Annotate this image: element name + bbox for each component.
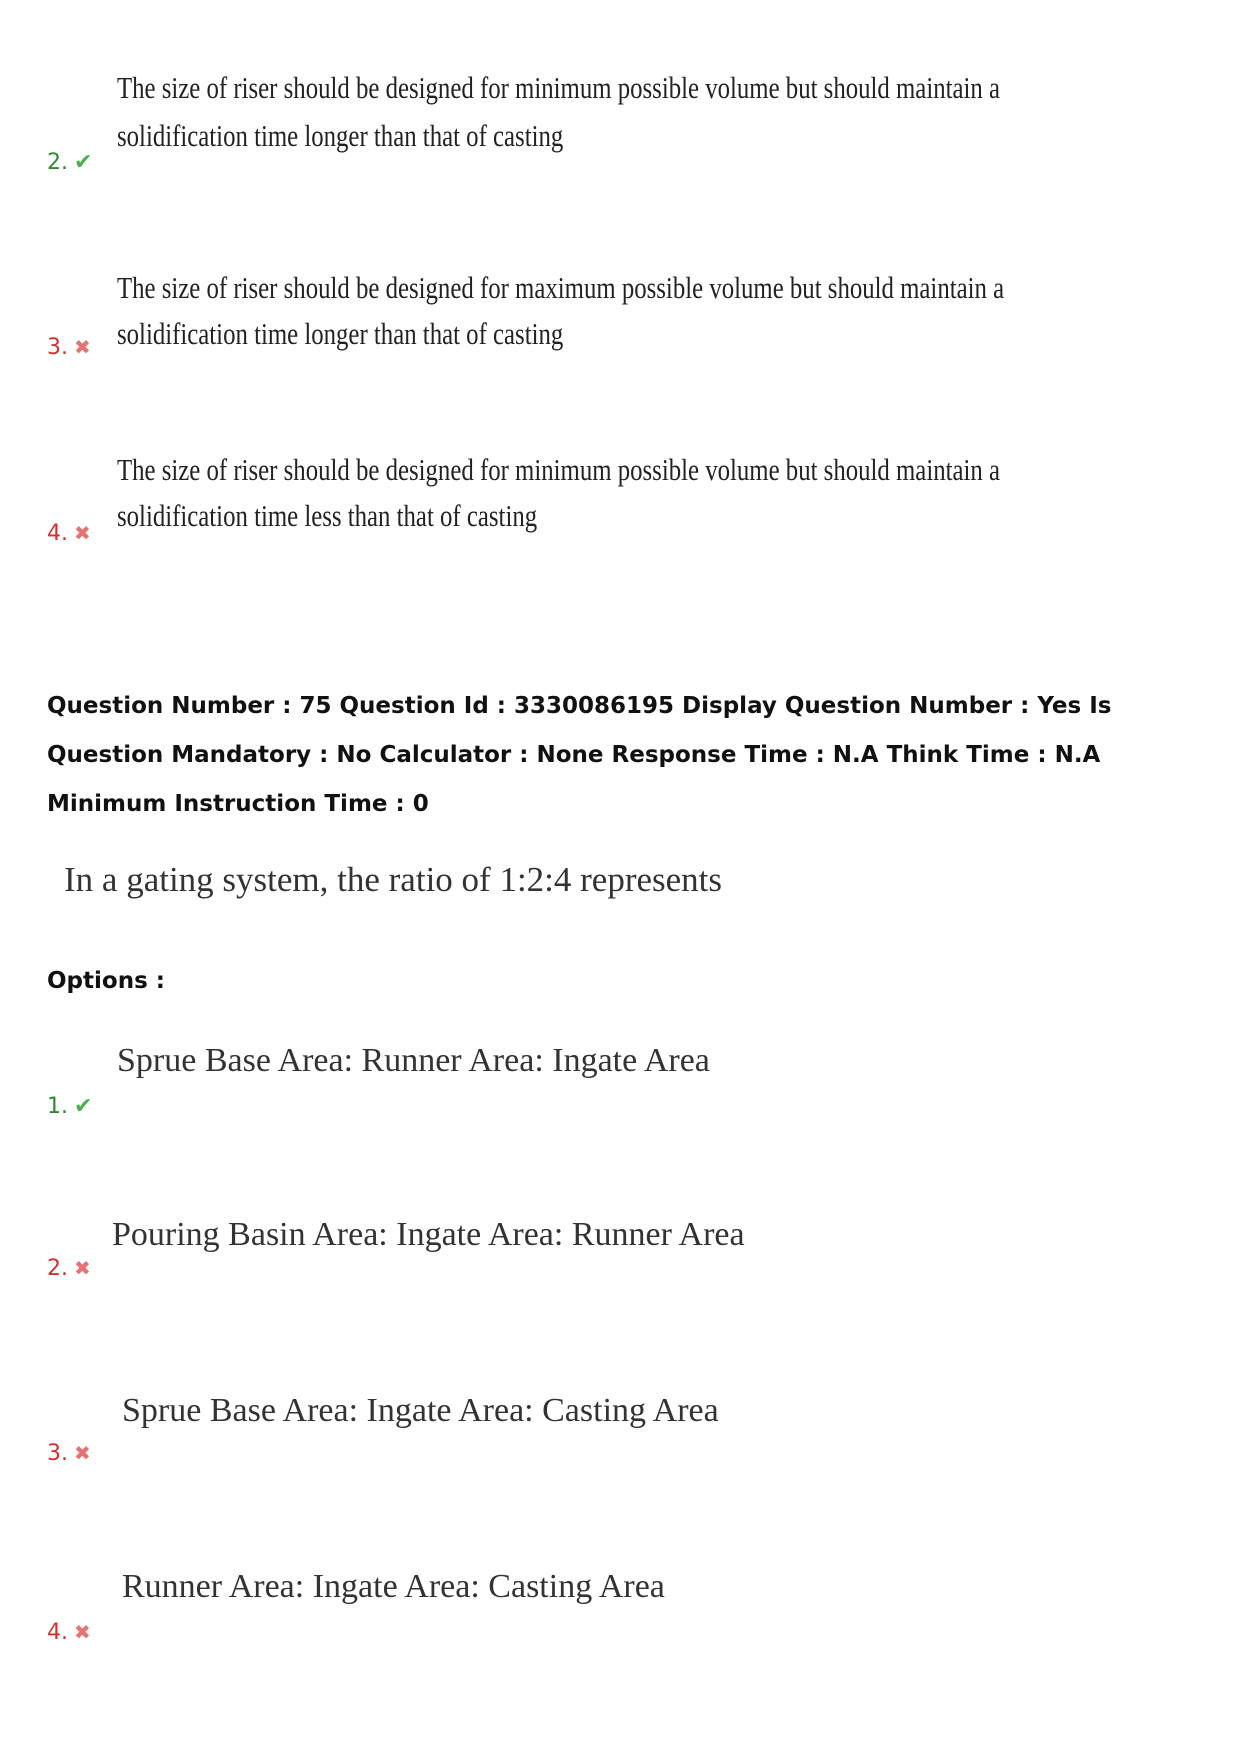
option-number-label: 4. xyxy=(47,521,68,546)
prev-option-3-line2: solidification time longer than that of casting xyxy=(117,316,564,351)
check-icon: ✔ xyxy=(74,150,93,175)
option-number-label: 2. xyxy=(47,1256,68,1281)
option-number-label: 1. xyxy=(47,1094,68,1119)
cross-icon: ✖ xyxy=(74,1256,91,1280)
option-number-label: 3. xyxy=(47,1441,68,1466)
option-4-text: Runner Area: Ingate Area: Casting Area xyxy=(122,1568,665,1605)
check-icon: ✔ xyxy=(74,1094,93,1119)
cross-icon: ✖ xyxy=(74,521,91,545)
cross-icon: ✖ xyxy=(74,335,91,359)
prev-option-3-number xyxy=(47,335,91,360)
prev-option-4-line1: The size of riser should be designed for minimum possible volume but should maintain a xyxy=(117,452,1001,487)
cross-icon: ✖ xyxy=(74,1620,91,1644)
prev-option-2-line1: The size of riser should be designed for minimum possible volume but should maintain a xyxy=(117,70,1001,105)
question-meta: Question Number : 75 Question Id : 3330086195 Display Question Number : Yes Is Question Mandatory : No Calculator : None Response Time : N.A Think Time : N.A Minimum Instruction Time : 0 xyxy=(47,693,1112,817)
prev-option-3-line1: The size of riser should be designed for maximum possible volume but should maintain a xyxy=(117,270,1005,305)
option-number-label: 2. xyxy=(47,150,68,175)
option-number-label: 3. xyxy=(47,335,68,360)
prev-option-4-number xyxy=(47,521,91,546)
option-1-text: Sprue Base Area: Runner Area: Ingate Area xyxy=(117,1042,710,1079)
option-3-number xyxy=(47,1441,91,1466)
question-text: In a gating system, the ratio of 1:2:4 represents xyxy=(64,860,723,899)
option-2-number xyxy=(47,1256,91,1281)
option-1-number xyxy=(47,1094,92,1119)
prev-option-4-line2: solidification time less than that of casting xyxy=(117,498,538,533)
option-2-text: Pouring Basin Area: Ingate Area: Runner Area xyxy=(112,1216,745,1253)
cross-icon: ✖ xyxy=(74,1441,91,1465)
prev-option-2-line2: solidification time longer than that of casting xyxy=(117,118,564,153)
option-4-number xyxy=(47,1620,91,1645)
options-label: Options : xyxy=(47,968,165,994)
option-3-text: Sprue Base Area: Ingate Area: Casting Area xyxy=(122,1392,719,1429)
prev-option-2-number xyxy=(47,150,92,175)
option-number-label: 4. xyxy=(47,1620,68,1645)
